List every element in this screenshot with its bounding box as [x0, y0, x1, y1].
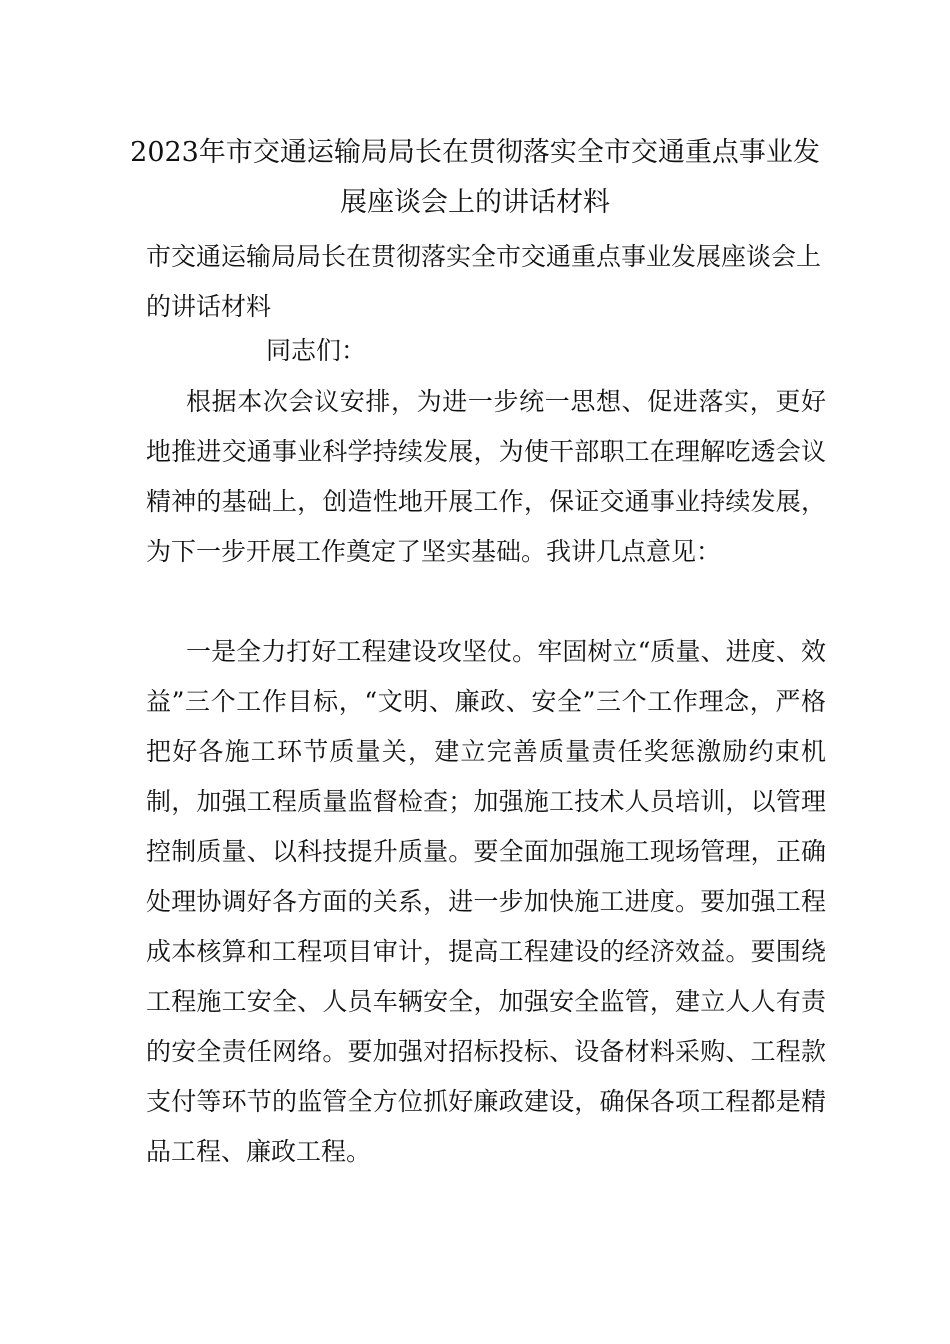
document-title: 2023年市交通运输局局长在贯彻落实全市交通重点事业发展座谈会上的讲话材料 [130, 137, 820, 218]
document-subtitle: 市交通运输局局长在贯彻落实全市交通重点事业发展座谈会上的讲话材料 [146, 242, 822, 321]
salutation: 同志们： [266, 336, 367, 365]
paragraph-intro: 根据本次会议安排，为进一步统一思想、促进落实，更好地推进交通事业科学持续发展，为使干部职工在理解吃透会议精神的基础上，创造性地开展工作，保证交通事业持续发展，为下一步开展工作奠定了坚实基础。我讲几点意见： [146, 387, 826, 566]
paragraph-engineering: 一是全力打好工程建设攻坚仗。牢固树立“质量、进度、效益”三个工作目标，“文明、廉政、安全”三个工作理念，严格把好各施工环节质量关，建立完善质量责任奖惩激励约束机制，加强工程质量监督检查；加强施工技术人员培训，以管理控制质量、以科技提升质量。要全面加强施工现场管理，正确处理协调好各方面的关系，进一步加快施工进度。要加强工程成本核算和工程项目审计，提高工程建设的经济效益。要围绕工程施工安全、人员车辆安全，加强安全监管，建立人人有责的安全责任网络。要加强对招标投标、设备材料采购、工程款支付等环节的监管全方位抓好廉政建设，确保各项工程都是精品工程、廉政工程。 [146, 637, 826, 1166]
